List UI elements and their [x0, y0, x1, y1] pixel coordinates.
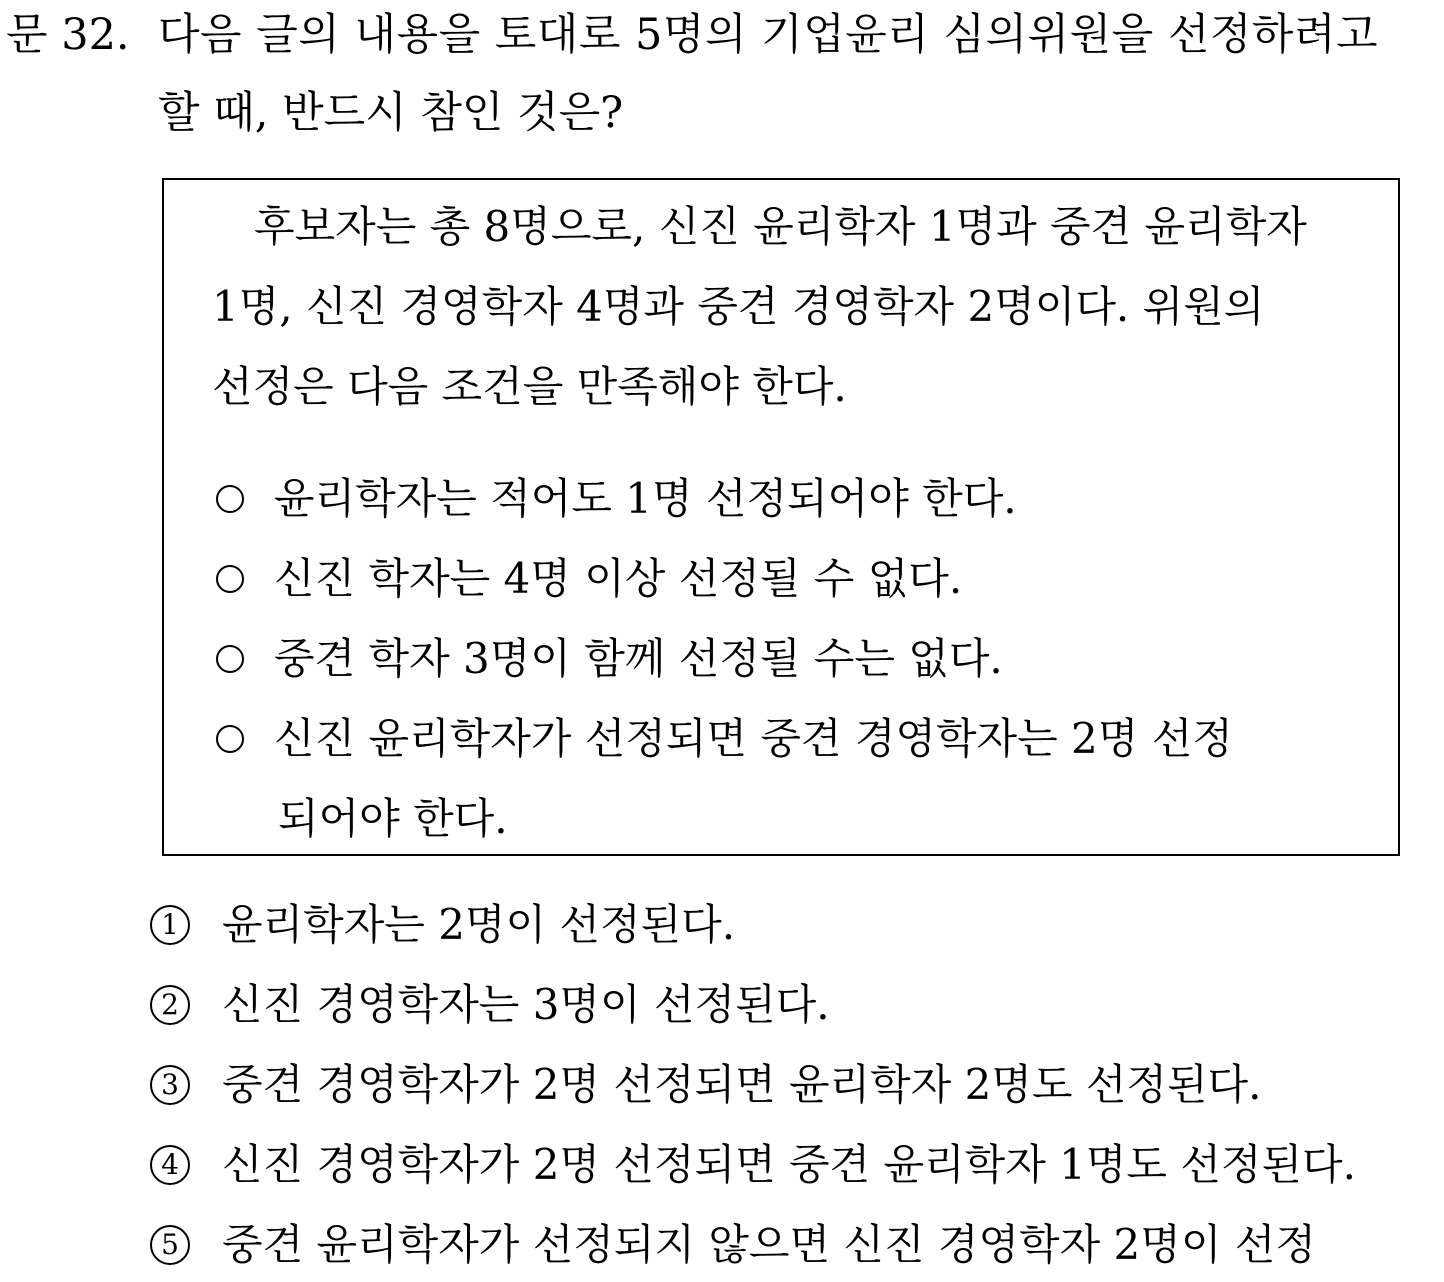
- choice-2[interactable]: [150, 980, 830, 1029]
- passage-line-1: 후보자는 총 8명으로, 신진 윤리학자 1명과 중견 윤리학자: [254, 202, 1307, 251]
- choice-text: 중견 윤리학자가 선정되지 않으면 신진 경영학자 2명이 선정: [222, 1220, 1316, 1269]
- condition-4-continuation: 되어야 한다.: [278, 794, 508, 843]
- circle-bullet-icon: [216, 565, 244, 593]
- question-text-line-1: 다음 글의 내용을 토대로 5명의 기업윤리 심의위원을 선정하려고: [158, 10, 1379, 60]
- choice-number-icon: 4: [150, 1145, 190, 1185]
- circle-bullet-icon: [216, 485, 244, 513]
- choice-4[interactable]: [150, 1140, 1356, 1189]
- choice-text: 윤리학자는 2명이 선정된다.: [222, 900, 736, 949]
- condition-1: [216, 474, 1017, 523]
- choice-5[interactable]: [150, 1220, 1316, 1269]
- condition-text: 신진 윤리학자가 선정되면 중견 경영학자는 2명 선정: [274, 714, 1233, 763]
- condition-4: [216, 714, 1233, 763]
- circle-bullet-icon: [216, 725, 244, 753]
- condition-text: 윤리학자는 적어도 1명 선정되어야 한다.: [274, 474, 1017, 523]
- choice-1[interactable]: [150, 900, 736, 949]
- choice-number-icon: 2: [150, 985, 190, 1025]
- question-text-line-2: 할 때, 반드시 참인 것은?: [158, 88, 624, 138]
- choice-number-icon: 3: [150, 1065, 190, 1105]
- condition-2: [216, 554, 963, 603]
- choice-number-icon: 5: [150, 1225, 190, 1265]
- condition-text: 중견 학자 3명이 함께 선정될 수는 없다.: [274, 634, 1003, 683]
- condition-3: [216, 634, 1003, 683]
- question-number: 문 32.: [6, 10, 130, 60]
- condition-text: 신진 학자는 4명 이상 선정될 수 없다.: [274, 554, 963, 603]
- passage-box: [162, 178, 1400, 856]
- passage-line-2: 1명, 신진 경영학자 4명과 중견 경영학자 2명이다. 위원의: [212, 282, 1265, 331]
- choice-number-icon: 1: [150, 905, 190, 945]
- passage-line-3: 선정은 다음 조건을 만족해야 한다.: [212, 362, 847, 411]
- choice-text: 신진 경영학자는 3명이 선정된다.: [222, 980, 830, 1029]
- choice-3[interactable]: [150, 1060, 1262, 1109]
- choice-text: 중견 경영학자가 2명 선정되면 윤리학자 2명도 선정된다.: [222, 1060, 1262, 1109]
- choice-text: 신진 경영학자가 2명 선정되면 중견 윤리학자 1명도 선정된다.: [222, 1140, 1356, 1189]
- circle-bullet-icon: [216, 645, 244, 673]
